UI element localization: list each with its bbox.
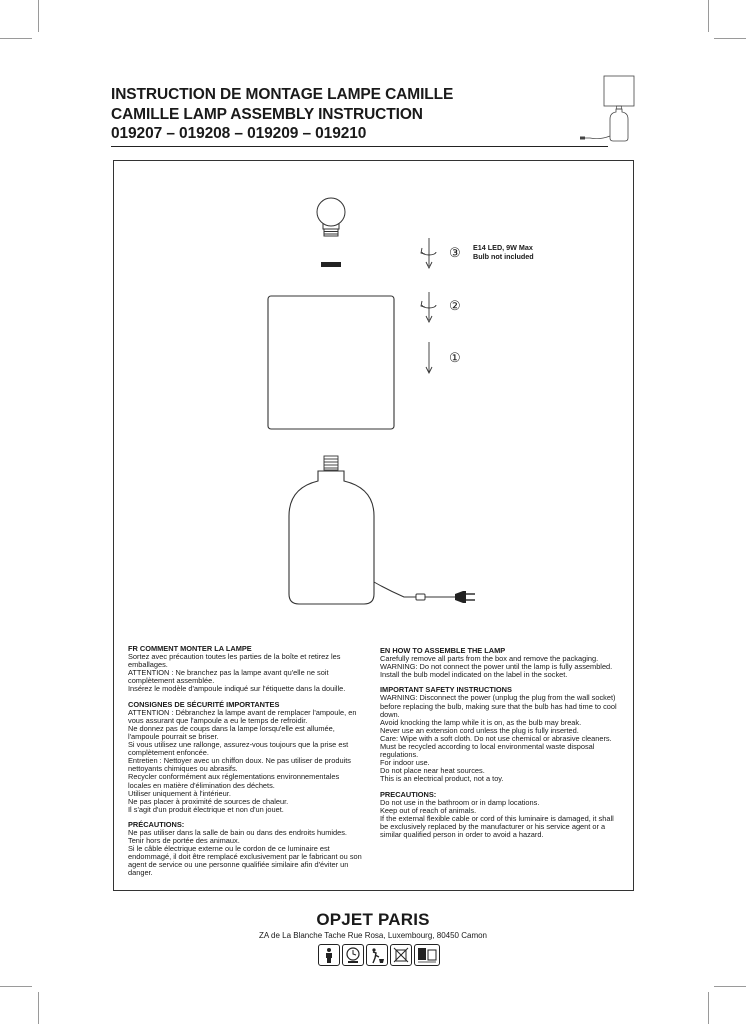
instruction-line: Install the bulb model indicated on the label in the socket. bbox=[380, 670, 568, 680]
bulb-spec bbox=[473, 244, 534, 261]
instruction-line: Insérez le modèle d'ampoule indiqué sur l'étiquette dans la douille. bbox=[128, 684, 346, 694]
instruction-line: Si vous utilisez une rallonge, assurez-vous toujours que la prise est complètement enfoncée. bbox=[128, 740, 349, 758]
instruction-line: Il s'agit d'un produit électrique et non d'un jouet. bbox=[128, 804, 284, 814]
symbol-row bbox=[318, 944, 440, 966]
instruction-line: Recycler conformément aux réglementations environnementales locales en matière d'élimination des déchets. bbox=[128, 772, 340, 790]
instruction-line: ATTENTION : Débranchez la lampe avant de remplacer l'ampoule, en vous assurant que l'ampoule a eu le temps de refroidir. bbox=[128, 707, 357, 725]
bulb-spec-wattage: E14 LED, 9W Max bbox=[473, 243, 533, 252]
instructions-en bbox=[380, 647, 618, 846]
bulb-spec-note: Bulb not included bbox=[473, 251, 534, 261]
step-number: ③ bbox=[449, 245, 461, 260]
rotate-arrow-icon bbox=[421, 238, 436, 268]
instruction-line: Utiliser uniquement à l'intérieur. bbox=[128, 788, 231, 798]
cable-switch bbox=[416, 594, 425, 600]
indoor-use-icon bbox=[318, 944, 340, 966]
instruction-line: Keep out of reach of animals. bbox=[380, 805, 477, 815]
section-heading: IMPORTANT SAFETY INSTRUCTIONS bbox=[380, 685, 512, 695]
down-arrow-icon bbox=[426, 342, 432, 373]
step-number: ② bbox=[449, 298, 461, 313]
bulb-icon bbox=[317, 198, 345, 236]
instruction-line: If the external flexible cable or cord of this luminaire is damaged, it shall be exclusively replaced by the manufacturer or his service agent or a similar qualified person in order to avoid a hazard. bbox=[380, 813, 614, 839]
section-heading: FR COMMENT MONTER LA LAMPE bbox=[128, 644, 252, 653]
power-cable bbox=[374, 582, 416, 597]
instruction-line: Ne pas placer à proximité de sources de chaleur. bbox=[128, 796, 289, 806]
instruction-line: Ne donnez pas de coups dans la lampe lorsqu'elle est allumée, l'ampoule pourrait se briser. bbox=[128, 723, 335, 741]
shade-ring bbox=[321, 262, 341, 267]
instruction-line: Tenir hors de portée des animaux. bbox=[128, 836, 240, 846]
instruction-line: For indoor use. bbox=[380, 758, 430, 768]
weee-bin-icon bbox=[390, 944, 412, 966]
brand-name: OPJET PARIS bbox=[316, 910, 430, 929]
triman-logo-icon bbox=[414, 944, 440, 966]
instruction-line: Sortez avec précaution toutes les parties de la boîte et retirez les emballages. bbox=[128, 652, 341, 670]
timer-icon bbox=[342, 944, 364, 966]
instruction-line: Ne pas utiliser dans la salle de bain ou dans des endroits humides. bbox=[128, 827, 347, 837]
instruction-line: Never use an extension cord unless the plug is fully inserted. bbox=[380, 725, 579, 735]
brand-address: ZA de La Blanche Tache Rue Rosa, Luxembourg, 80450 Camon bbox=[259, 931, 487, 940]
instruction-line: WARNING: Do not connect the power until the lamp is fully assembled. bbox=[380, 662, 613, 672]
instruction-line: WARNING: Disconnect the power (unplug the plug from the wall socket) before replacing the bulb, making sure that the bulb has had time to cool down. bbox=[380, 693, 617, 719]
lamp-base bbox=[289, 471, 374, 604]
title-references: 019207 – 019208 – 019209 – 019210 bbox=[111, 125, 367, 142]
plug-icon bbox=[455, 591, 475, 603]
section-heading: CONSIGNES DE SÉCURITÉ IMPORTANTES bbox=[128, 699, 280, 709]
recycling-icon bbox=[366, 944, 388, 966]
instruction-line: Do not place near heat sources. bbox=[380, 766, 485, 776]
instructions-fr bbox=[128, 645, 364, 885]
socket-icon bbox=[324, 456, 338, 470]
instruction-line: Carefully remove all parts from the box and remove the packaging. bbox=[380, 654, 599, 664]
rotate-arrow-icon bbox=[421, 292, 436, 322]
section-heading: EN HOW TO ASSEMBLE THE LAMP bbox=[380, 646, 506, 655]
section-heading: PRECAUTIONS: bbox=[380, 789, 437, 799]
instruction-line: Avoid knocking the lamp while it is on, as the bulb may break. bbox=[380, 717, 582, 727]
instruction-line: Care: Wipe with a soft cloth. Do not use chemical or abrasive cleaners. bbox=[380, 733, 612, 743]
instruction-line: Entretien : Nettoyer avec un chiffon doux. Ne pas utiliser de produits nettoyants chimiques ou abrasifs. bbox=[128, 756, 351, 774]
instruction-line: Do not use in the bathroom or in damp locations. bbox=[380, 797, 540, 807]
step-number: ① bbox=[449, 350, 461, 365]
crop-mark bbox=[714, 986, 746, 987]
lamp-shade bbox=[268, 296, 394, 429]
crop-mark bbox=[0, 986, 32, 987]
section-heading: PRÉCAUTIONS: bbox=[128, 819, 185, 829]
title-en: CAMILLE LAMP ASSEMBLY INSTRUCTION bbox=[111, 105, 423, 123]
crop-mark bbox=[708, 992, 709, 1024]
instruction-line: ATTENTION : Ne branchez pas la lampe avant qu'elle ne soit complètement assemblée. bbox=[128, 668, 329, 686]
title-fr: INSTRUCTION DE MONTAGE LAMPE CAMILLE bbox=[111, 86, 454, 103]
crop-mark bbox=[38, 992, 39, 1024]
instruction-line: Must be recycled according to local environmental waste disposal regulations. bbox=[380, 742, 595, 760]
instruction-line: Si le câble électrique externe ou le cordon de ce luminaire est endommagé, il doit être remplacé exclusivement par le fabricant ou son agent de service ou une personne qualifiée similaire afin d'éviter un danger. bbox=[128, 844, 362, 878]
instruction-line: This is an electrical product, not a toy. bbox=[380, 774, 504, 784]
